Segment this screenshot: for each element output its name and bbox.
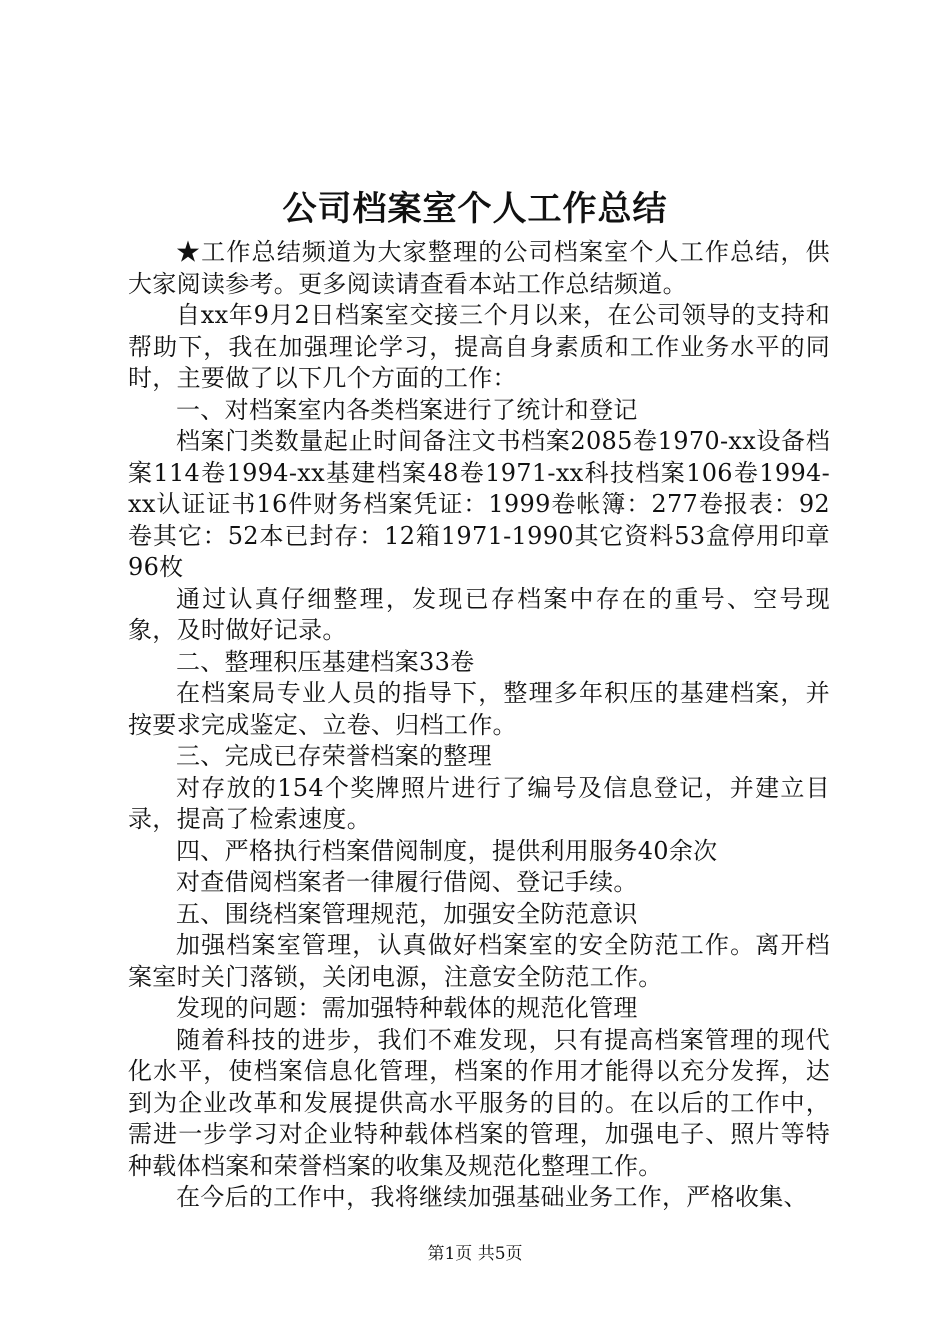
section-heading: 四、严格执行档案借阅制度，提供利用服务40余次 — [176, 836, 718, 865]
page-number-footer: 第1页 共5页 — [427, 1244, 523, 1264]
document-title: 公司档案室个人工作总结 — [282, 189, 668, 229]
paragraph: 对存放的154个奖牌照片进行了编号及信息登记，并建立目录，提高了检索速度。 — [128, 773, 830, 833]
section-heading: 发现的问题：需加强特种载体的规范化管理 — [176, 994, 638, 1022]
paragraph: 通过认真仔细整理，发现已存档案中存在的重号、空号现象，及时做好记录。 — [128, 584, 830, 644]
paragraph: 档案门类数量起止时间备注文书档案2085卷1970-xx设备档案114卷1994-xx基建档案48卷1971-xx科技档案106卷1994-xx认证证书16件财务档案凭证：1999卷帐簿：277卷报表：92卷其它：52本已封存：12箱1971-1990其它资料53盒停用印章96枚 — [128, 427, 830, 581]
paragraph: 在档案局专业人员的指导下，整理多年积压的基建档案，并按要求完成鉴定、立卷、归档工作。 — [128, 679, 830, 739]
paragraph: 对查借阅档案者一律履行借阅、登记手续。 — [176, 868, 638, 896]
section-heading: 三、完成已存荣誉档案的整理 — [176, 742, 492, 770]
document-body — [128, 237, 830, 1214]
section-heading: 五、围绕档案管理规范，加强安全防范意识 — [176, 899, 638, 928]
paragraph: 加强档案室管理，认真做好档案室的安全防范工作。离开档案室时关门落锁，关闭电源，注意安全防范工作。 — [128, 931, 830, 991]
paragraph: ★工作总结频道为大家整理的公司档案室个人工作总结，供大家阅读参考。更多阅读请查看本站工作总结频道。 — [128, 238, 830, 298]
section-heading: 二、整理积压基建档案33卷 — [176, 647, 475, 676]
section-heading: 一、对档案室内各类档案进行了统计和登记 — [176, 395, 638, 424]
paragraph: 在今后的工作中，我将继续加强基础业务工作，严格收集、 — [176, 1183, 808, 1211]
paragraph: 随着科技的进步，我们不难发现，只有提高档案管理的现代化水平，使档案信息化管理，档案的作用才能得以充分发挥，达到为企业改革和发展提供高水平服务的目的。在以后的工作中，需进一步学习对企业特种载体档案的管理，加强电子、照片等特种载体档案和荣誉档案的收集及规范化整理工作。 — [128, 1025, 830, 1180]
paragraph: 自xx年9月2日档案室交接三个月以来，在公司领导的支持和帮助下，我在加强理论学习，提高自身素质和工作业务水平的同时，主要做了以下几个方面的工作： — [128, 301, 830, 392]
